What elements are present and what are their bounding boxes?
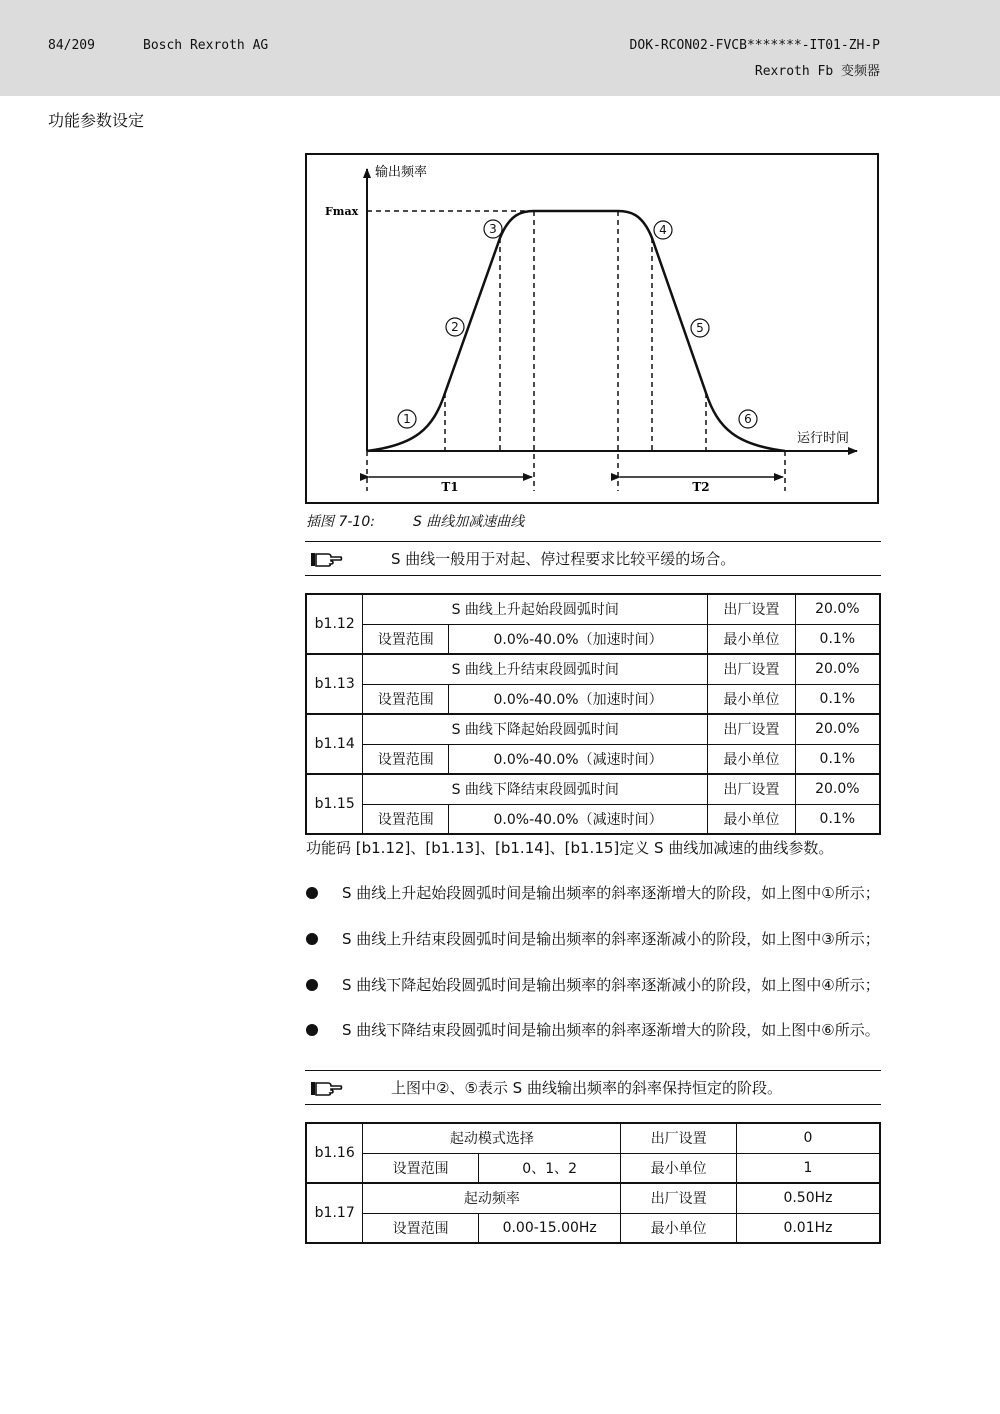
min-unit-value: 0.1% — [795, 744, 880, 774]
param-name: S 曲线上升起始段圆弧时间 — [363, 594, 708, 624]
bullet-4-text: S 曲线下降结束段圆弧时间是输出频率的斜率逐渐增大的阶段，如上图中⑥所示。 — [342, 1021, 880, 1039]
param-name: S 曲线下降起始段圆弧时间 — [363, 714, 708, 744]
factory-setting-label: 出厂设置 — [708, 654, 796, 684]
param-name: 起动模式选择 — [363, 1123, 621, 1153]
param-code: b1.15 — [306, 774, 363, 834]
factory-setting-label: 出厂设置 — [708, 594, 796, 624]
param-row-range — [306, 1213, 880, 1243]
note-2-text: 上图中②、⑤表示 S 曲线输出频率的斜率保持恒定的阶段。 — [391, 1079, 782, 1097]
caption-title: S 曲线加减速曲线 — [412, 514, 525, 530]
param-name: S 曲线下降结束段圆弧时间 — [363, 774, 708, 804]
param-code: b1.16 — [306, 1123, 363, 1183]
phase-dividers — [367, 211, 785, 491]
page-header — [0, 0, 1000, 96]
min-unit-value: 0.01Hz — [736, 1213, 880, 1243]
bullet-dot — [306, 887, 318, 899]
param-code: b1.13 — [306, 654, 363, 714]
factory-setting-value: 0 — [736, 1123, 880, 1153]
min-unit-label: 最小单位 — [708, 804, 796, 834]
range-value: 0.0%-40.0%（加速时间） — [449, 684, 708, 714]
pointing-hand-icon — [309, 1079, 343, 1097]
param-code: b1.14 — [306, 714, 363, 774]
min-unit-label: 最小单位 — [708, 624, 796, 654]
s-curve-line — [367, 211, 785, 451]
bullet-dot — [306, 979, 318, 991]
range-label: 设置范围 — [363, 1153, 478, 1183]
note-1 — [305, 541, 881, 576]
param-row-range — [306, 684, 880, 714]
factory-setting-value: 20.0% — [795, 714, 880, 744]
marker-2: 2 — [451, 320, 459, 334]
bullet-1-text: S 曲线上升起始段圆弧时间是输出频率的斜率逐渐增大的阶段，如上图中①所示； — [342, 884, 880, 902]
page-number: 84/209 — [48, 38, 95, 53]
param-row-name — [306, 654, 880, 684]
min-unit-label: 最小单位 — [621, 1153, 736, 1183]
param-code: b1.12 — [306, 594, 363, 654]
note-1-text: S 曲线一般用于对起、停过程要求比较平缓的场合。 — [391, 550, 736, 568]
factory-setting-label: 出厂设置 — [708, 714, 796, 744]
param-row-name — [306, 774, 880, 804]
range-label: 设置范围 — [363, 804, 449, 834]
marker-1: 1 — [403, 412, 411, 426]
company-name: Bosch Rexroth AG — [143, 38, 269, 53]
param-row-name — [306, 594, 880, 624]
param-name: S 曲线上升结束段圆弧时间 — [363, 654, 708, 684]
marker-4: 4 — [659, 223, 667, 237]
min-unit-label: 最小单位 — [708, 684, 796, 714]
marker-5: 5 — [696, 321, 704, 335]
factory-setting-label: 出厂设置 — [621, 1183, 736, 1213]
range-value: 0、1、2 — [478, 1153, 621, 1183]
min-unit-label: 最小单位 — [708, 744, 796, 774]
min-unit-value: 0.1% — [795, 804, 880, 834]
range-label: 设置范围 — [363, 684, 449, 714]
caption-number: 插图 7-10: — [306, 514, 375, 530]
fmax-label: Fmax — [325, 205, 359, 218]
marker-3: 3 — [489, 222, 497, 236]
range-label: 设置范围 — [363, 624, 449, 654]
note-2 — [305, 1070, 881, 1105]
bullet-3-text: S 曲线下降起始段圆弧时间是输出频率的斜率逐渐减小的阶段，如上图中④所示； — [342, 976, 880, 994]
range-value: 0.00-15.00Hz — [478, 1213, 621, 1243]
t1-label: T1 — [441, 480, 459, 494]
x-axis-label: 运行时间 — [797, 431, 850, 446]
factory-setting-label: 出厂设置 — [621, 1123, 736, 1153]
param-row-name — [306, 714, 880, 744]
section-title: 功能参数设定 — [48, 111, 145, 130]
param-row-name — [306, 1123, 880, 1153]
range-label: 设置范围 — [363, 1213, 478, 1243]
figure-caption — [306, 511, 524, 531]
y-axis-label: 输出频率 — [375, 165, 428, 180]
range-value: 0.0%-40.0%（减速时间） — [449, 744, 708, 774]
min-unit-label: 最小单位 — [621, 1213, 736, 1243]
t2-label: T2 — [692, 480, 710, 494]
min-unit-value: 0.1% — [795, 684, 880, 714]
min-unit-value: 1 — [736, 1153, 880, 1183]
factory-setting-label: 出厂设置 — [708, 774, 796, 804]
pointing-hand-icon — [309, 550, 343, 568]
param-code: b1.17 — [306, 1183, 363, 1243]
product-name: Rexroth Fb 变频器 — [754, 64, 880, 79]
factory-setting-value: 20.0% — [795, 654, 880, 684]
range-value: 0.0%-40.0%（加速时间） — [449, 624, 708, 654]
bullet-dot — [306, 1024, 318, 1036]
min-unit-value: 0.1% — [795, 624, 880, 654]
factory-setting-value: 20.0% — [795, 774, 880, 804]
param-row-name — [306, 1183, 880, 1213]
range-value: 0.0%-40.0%（减速时间） — [449, 804, 708, 834]
marker-6: 6 — [744, 412, 752, 426]
params-table-2 — [305, 1122, 881, 1244]
bullet-2-text: S 曲线上升结束段圆弧时间是输出频率的斜率逐渐减小的阶段，如上图中③所示； — [342, 930, 880, 948]
function-code-paragraph: 功能码 [b1.12]、[b1.13]、[b1.14]、[b1.15]定义 S 曲线加减速的曲线参数。 — [306, 839, 834, 857]
s-curve-diagram — [305, 153, 879, 504]
factory-setting-value: 0.50Hz — [736, 1183, 880, 1213]
param-row-range — [306, 744, 880, 774]
params-table-1 — [305, 593, 881, 835]
param-row-range — [306, 624, 880, 654]
factory-setting-value: 20.0% — [795, 594, 880, 624]
s-curve-figure — [305, 153, 879, 504]
param-row-range — [306, 804, 880, 834]
bullet-dot — [306, 933, 318, 945]
param-row-range — [306, 1153, 880, 1183]
range-label: 设置范围 — [363, 744, 449, 774]
param-name: 起动频率 — [363, 1183, 621, 1213]
document-id: DOK-RCON02-FVCB*******-IT01-ZH-P — [629, 38, 880, 53]
